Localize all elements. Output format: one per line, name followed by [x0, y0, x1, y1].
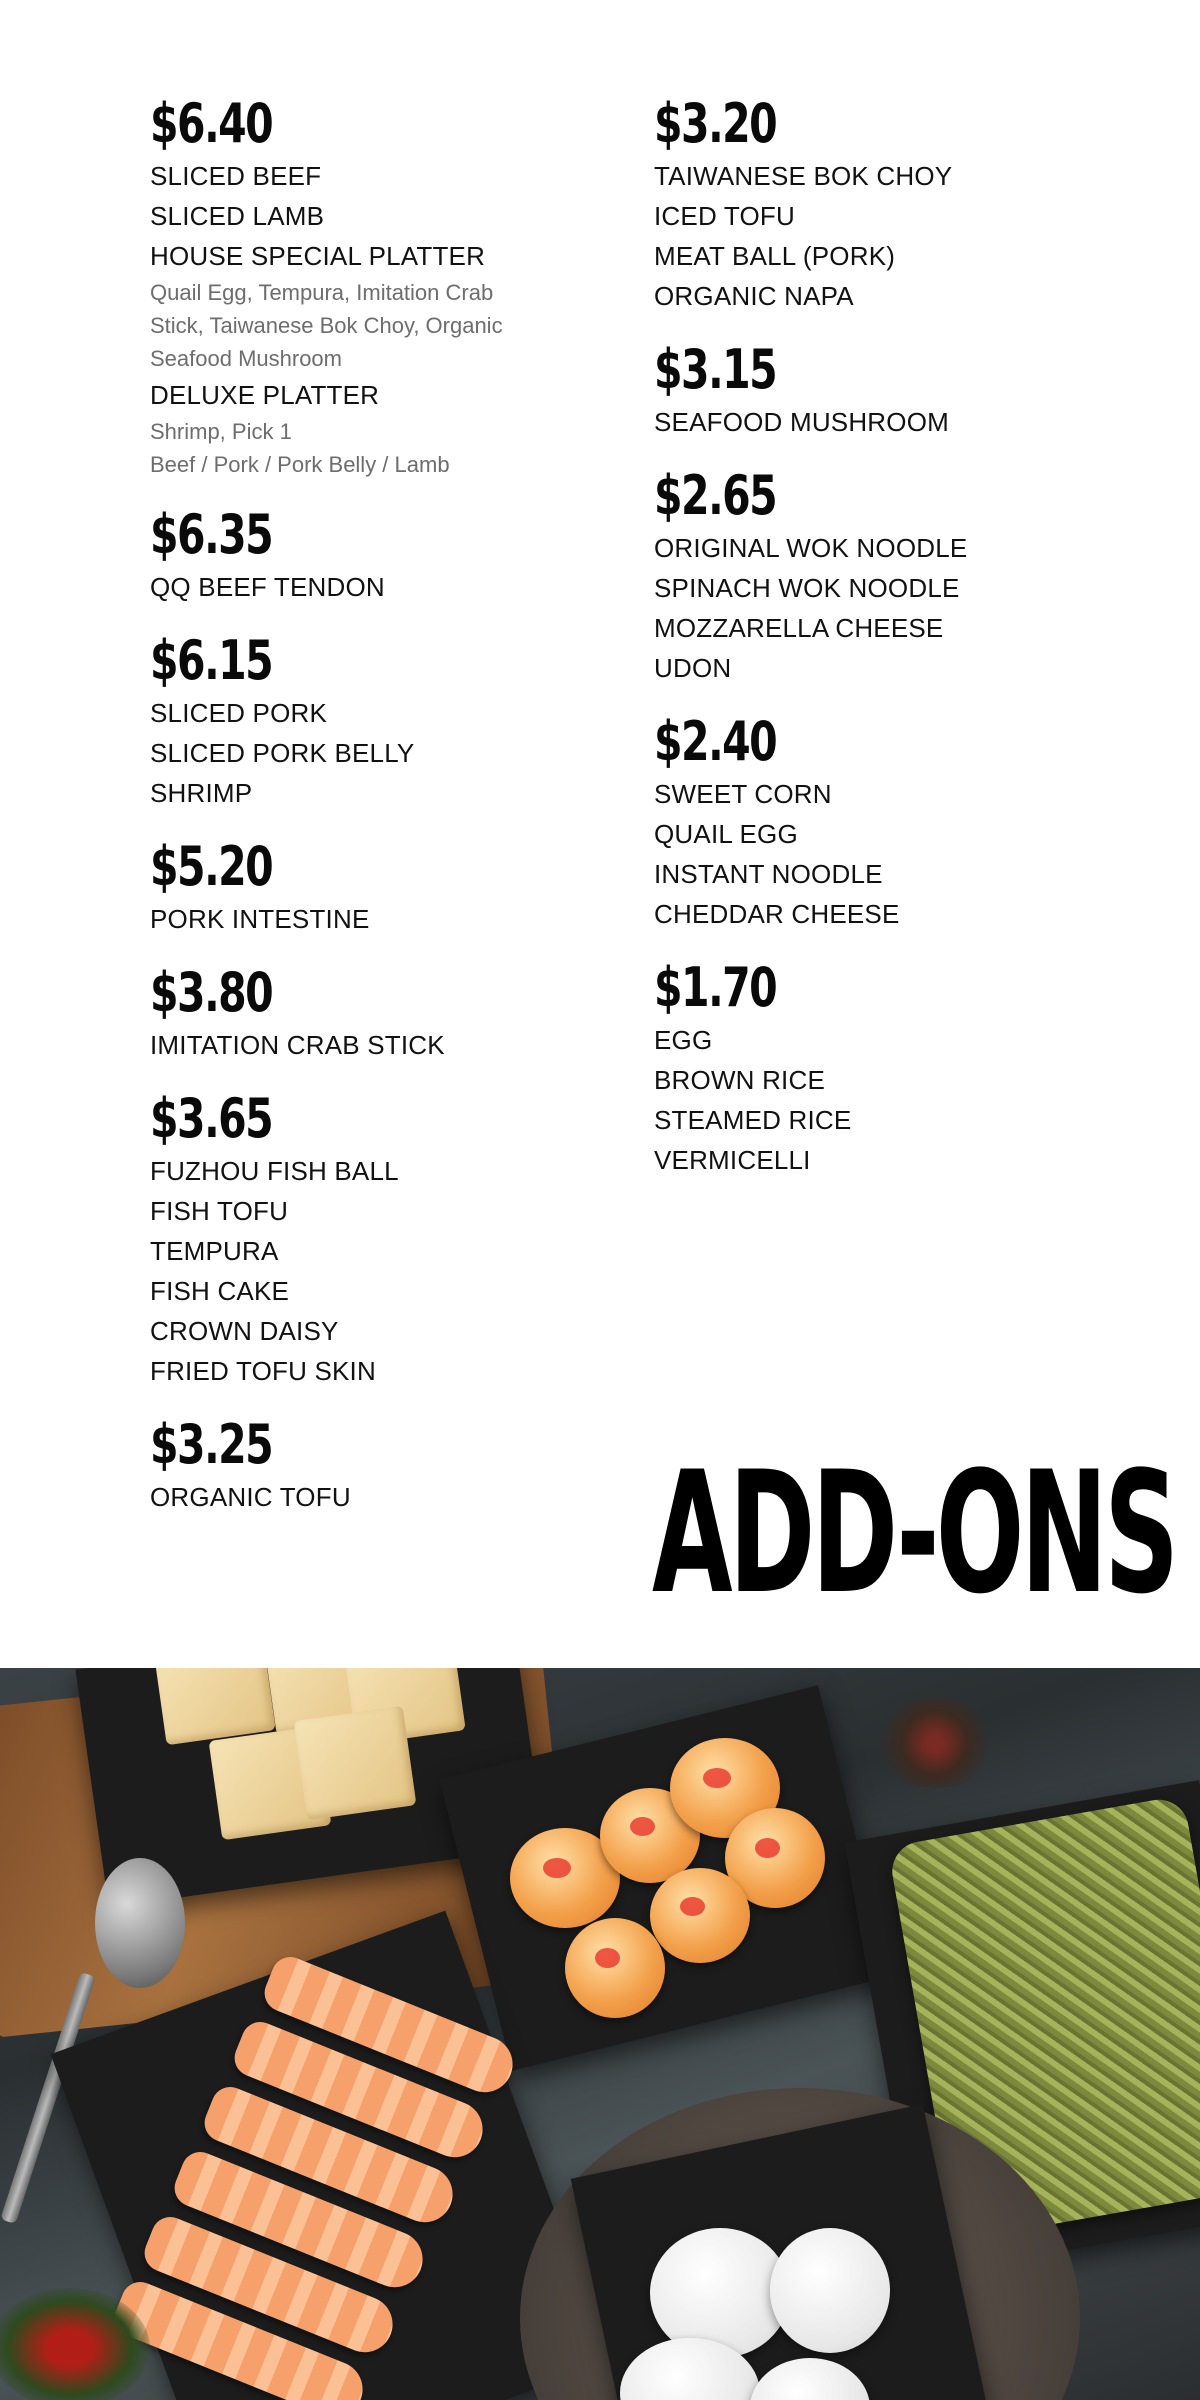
price-heading: $3.65: [150, 1087, 273, 1150]
menu-item-name: SWEET CORN: [654, 779, 832, 809]
menu-item: [654, 1020, 1124, 1060]
item-list: [654, 156, 1124, 316]
menu-item-name: ORGANIC NAPA: [654, 281, 854, 311]
price-group: [150, 1413, 570, 1517]
menu-item-name: EGG: [654, 1025, 713, 1055]
menu-item: [150, 1151, 570, 1191]
price-group: [654, 710, 1124, 934]
item-list: [150, 1151, 570, 1391]
menu-item: [150, 567, 570, 607]
menu-item: [150, 1025, 570, 1065]
menu-item: [150, 1311, 570, 1351]
menu-item-name: MEAT BALL (PORK): [654, 241, 896, 271]
price-heading: $6.15: [150, 629, 273, 692]
menu-item-name: VERMICELLI: [654, 1145, 811, 1175]
menu-item: [654, 236, 1124, 276]
menu-item: [654, 568, 1124, 608]
price-group: [150, 629, 570, 813]
item-list: [654, 402, 1124, 442]
addons-title: ADD-ONS: [652, 1435, 1176, 1631]
menu-item-name: MOZZARELLA CHEESE: [654, 613, 944, 643]
menu-item: [654, 854, 1124, 894]
menu-item: [654, 528, 1124, 568]
menu-item: [150, 156, 570, 196]
menu-item-name: SLICED PORK BELLY: [150, 738, 415, 768]
item-list: [654, 774, 1124, 934]
menu-item: [654, 1060, 1124, 1100]
menu-item-description: Shrimp, Pick 1: [150, 419, 292, 444]
item-list: [150, 899, 570, 939]
menu-item: [150, 899, 570, 939]
menu-item: [654, 648, 1124, 688]
hot-pot-ingredients-photo: [0, 1668, 1200, 2400]
menu-item-name: QQ BEEF TENDON: [150, 572, 385, 602]
menu-item-description: Quail Egg, Tempura, Imitation Crab Stick, Taiwanese Bok Choy, Organic Seafood Mushroom: [150, 280, 503, 371]
fish-ball: [650, 1868, 750, 1963]
menu-item-name: FISH TOFU: [150, 1196, 289, 1226]
fish-dumpling: [770, 2228, 890, 2353]
menu-item-description: Beef / Pork / Pork Belly / Lamb: [150, 452, 450, 477]
item-list: [150, 693, 570, 813]
menu-item: [654, 1140, 1124, 1180]
menu-item: [150, 1231, 570, 1271]
peppercorns: [870, 1698, 1000, 1788]
menu-item-name: TAIWANESE BOK CHOY: [654, 161, 953, 191]
price-group: [150, 835, 570, 939]
menu-item: [150, 733, 570, 773]
item-list: [654, 1020, 1124, 1180]
menu-item-name: ORGANIC TOFU: [150, 1482, 351, 1512]
menu-item-name: SLICED PORK: [150, 698, 328, 728]
spoon: [95, 1858, 185, 1988]
price-heading: $3.15: [654, 338, 777, 401]
menu-item: [150, 196, 570, 236]
menu-item: [654, 608, 1124, 648]
price-heading: $2.65: [654, 464, 777, 527]
price-group: [150, 961, 570, 1065]
menu-item-name: IMITATION CRAB STICK: [150, 1030, 445, 1060]
menu-item-name: DELUXE PLATTER: [150, 380, 380, 410]
price-heading: $5.20: [150, 835, 273, 898]
price-group: [150, 92, 570, 481]
menu-item: [654, 276, 1124, 316]
menu-item-name: ORIGINAL WOK NOODLE: [654, 533, 968, 563]
menu-item-name: BROWN RICE: [654, 1065, 825, 1095]
item-list: [150, 1025, 570, 1065]
menu-column-right: [654, 92, 1124, 1202]
menu-item-name: SLICED BEEF: [150, 161, 322, 191]
menu-item-name: INSTANT NOODLE: [654, 859, 883, 889]
menu-item: [150, 375, 570, 481]
menu-item: [654, 156, 1124, 196]
menu-item: [150, 773, 570, 813]
price-heading: $3.80: [150, 961, 273, 1024]
item-list: [654, 528, 1124, 688]
fish-dumpling: [650, 2228, 790, 2358]
menu-item: [654, 774, 1124, 814]
price-group: [654, 92, 1124, 316]
menu-item: [150, 693, 570, 733]
price-group: [150, 503, 570, 607]
menu-item: [150, 1191, 570, 1231]
item-list: [150, 156, 570, 481]
item-list: [150, 1477, 570, 1517]
menu-item: [150, 1271, 570, 1311]
price-heading: $2.40: [654, 710, 777, 773]
fish-ball: [565, 1918, 665, 2018]
price-group: [654, 464, 1124, 688]
menu-item: [654, 1100, 1124, 1140]
price-heading: $3.20: [654, 92, 777, 155]
menu-item-name: HOUSE SPECIAL PLATTER: [150, 241, 486, 271]
menu-item-name: TEMPURA: [150, 1236, 279, 1266]
price-group: [150, 1087, 570, 1391]
menu-item-name: SLICED LAMB: [150, 201, 325, 231]
menu-item-name: PORK INTESTINE: [150, 904, 370, 934]
menu-item: [150, 1351, 570, 1391]
tofu-piece: [294, 1706, 417, 1820]
menu-item-name: STEAMED RICE: [654, 1105, 852, 1135]
menu-item: [654, 894, 1124, 934]
price-heading: $1.70: [654, 956, 777, 1019]
menu-item: [654, 814, 1124, 854]
price-group: [654, 956, 1124, 1180]
menu-item: [654, 196, 1124, 236]
menu-item-name: SHRIMP: [150, 778, 253, 808]
menu-item: [150, 236, 570, 375]
price-heading: $3.25: [150, 1413, 273, 1476]
menu-item: [150, 1477, 570, 1517]
item-list: [150, 567, 570, 607]
menu-item-name: QUAIL EGG: [654, 819, 798, 849]
menu-item-name: FISH CAKE: [150, 1276, 290, 1306]
price-heading: $6.40: [150, 92, 273, 155]
menu-item-name: SEAFOOD MUSHROOM: [654, 407, 949, 437]
menu-item-name: ICED TOFU: [654, 201, 795, 231]
menu-item: [654, 402, 1124, 442]
menu-item-name: CHEDDAR CHEESE: [654, 899, 900, 929]
menu-item-name: SPINACH WOK NOODLE: [654, 573, 960, 603]
price-heading: $6.35: [150, 503, 273, 566]
menu-column-left: [150, 92, 570, 1539]
menu-item-name: CROWN DAISY: [150, 1316, 339, 1346]
menu-item-name: FUZHOU FISH BALL: [150, 1156, 399, 1186]
menu-item-name: FRIED TOFU SKIN: [150, 1356, 376, 1386]
price-group: [654, 338, 1124, 442]
menu-item-name: UDON: [654, 653, 732, 683]
